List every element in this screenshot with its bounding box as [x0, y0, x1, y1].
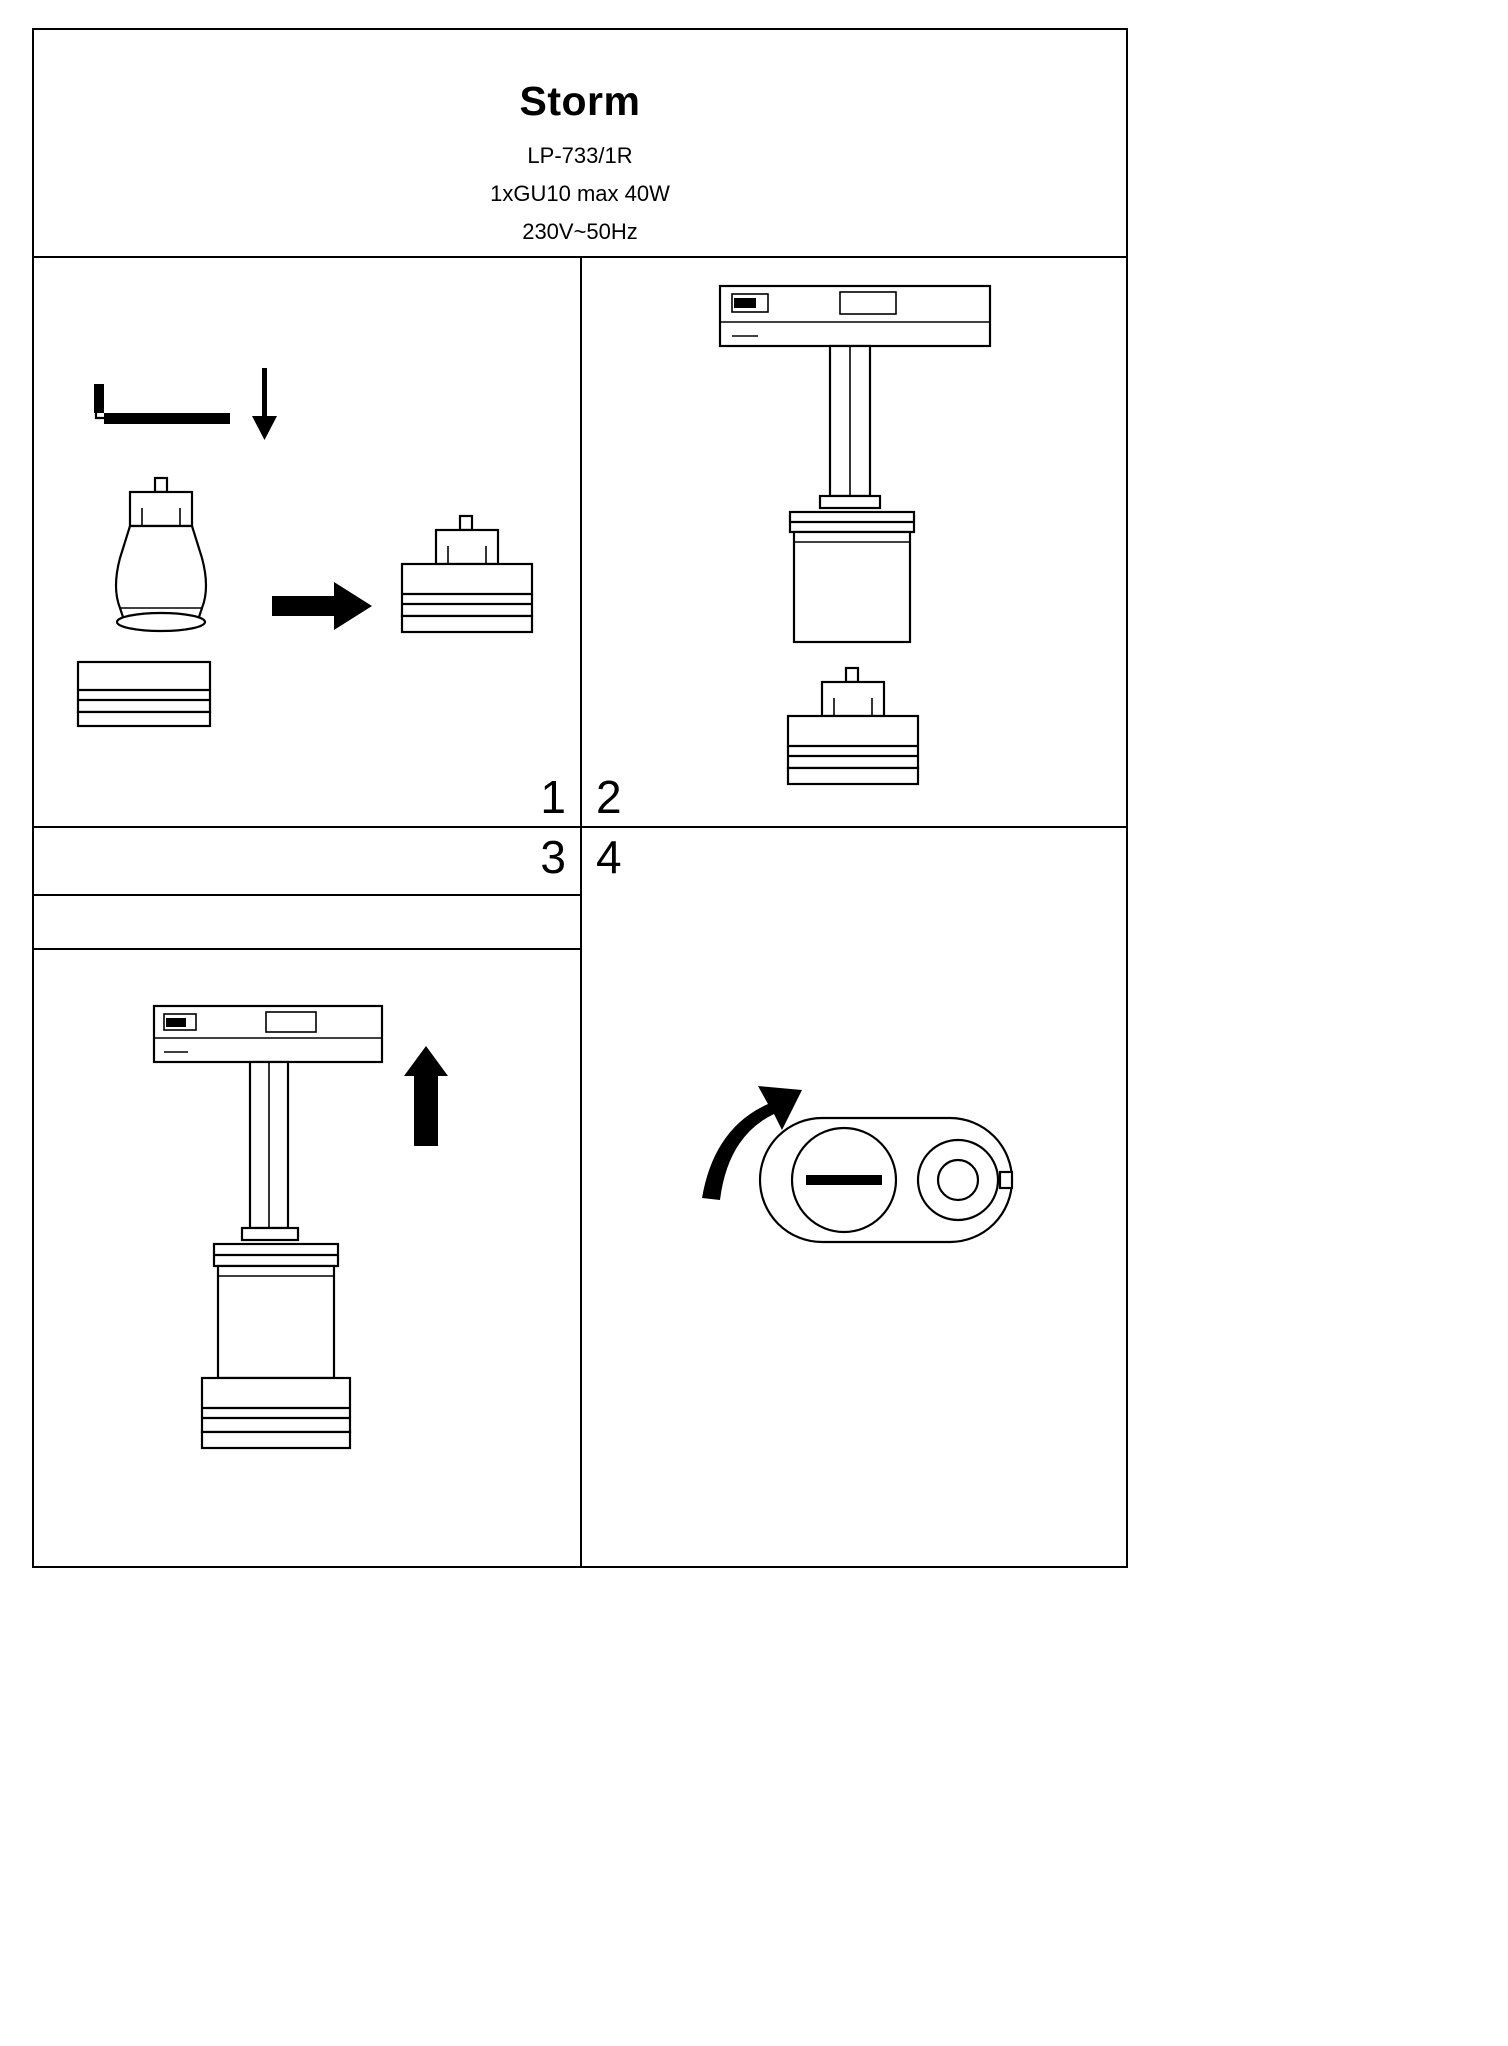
bulb-in-housing-assembly: [402, 516, 532, 632]
step-number-2: 2: [596, 771, 622, 823]
fixture-stem: [242, 1062, 298, 1240]
fixture-cylinder: [790, 512, 914, 642]
screwdriver-icon: [94, 384, 230, 424]
step-2-illustration: [582, 258, 1128, 828]
step-2-panel: [582, 258, 1128, 828]
track-lock-switch-icon: [760, 1118, 1012, 1242]
arrow-up-icon: [404, 1046, 448, 1146]
arrow-right-icon: [272, 582, 372, 630]
step-4-panel: [582, 828, 1128, 1566]
track-adapter-icon: [720, 286, 990, 346]
track-rail-bar: [32, 894, 582, 950]
step-4-illustration: [582, 828, 1128, 1566]
model-code: LP-733/1R: [527, 143, 633, 168]
page-title: Storm: [519, 78, 641, 124]
instruction-sheet: [32, 28, 1128, 1568]
header: [34, 30, 1126, 258]
fixture-stem: [820, 346, 880, 508]
step-number-4: 4: [596, 831, 622, 883]
arrow-down-icon: [252, 368, 277, 440]
step-1-illustration: [34, 258, 582, 828]
bulb-in-housing-assembly: [788, 668, 918, 784]
track-adapter-icon: [154, 1006, 382, 1062]
lamp-spec: 1xGU10 max 40W: [490, 181, 670, 206]
housing-ring-icon: [78, 662, 210, 726]
fixture-cylinder: [202, 1244, 350, 1448]
step-number-3: 3: [540, 831, 566, 883]
step-number-1: 1: [540, 771, 566, 823]
gu10-bulb-icon: [116, 478, 206, 631]
step-3-panel: [34, 828, 582, 1566]
voltage-spec: 230V~50Hz: [522, 219, 638, 244]
step-1-panel: [34, 258, 582, 828]
